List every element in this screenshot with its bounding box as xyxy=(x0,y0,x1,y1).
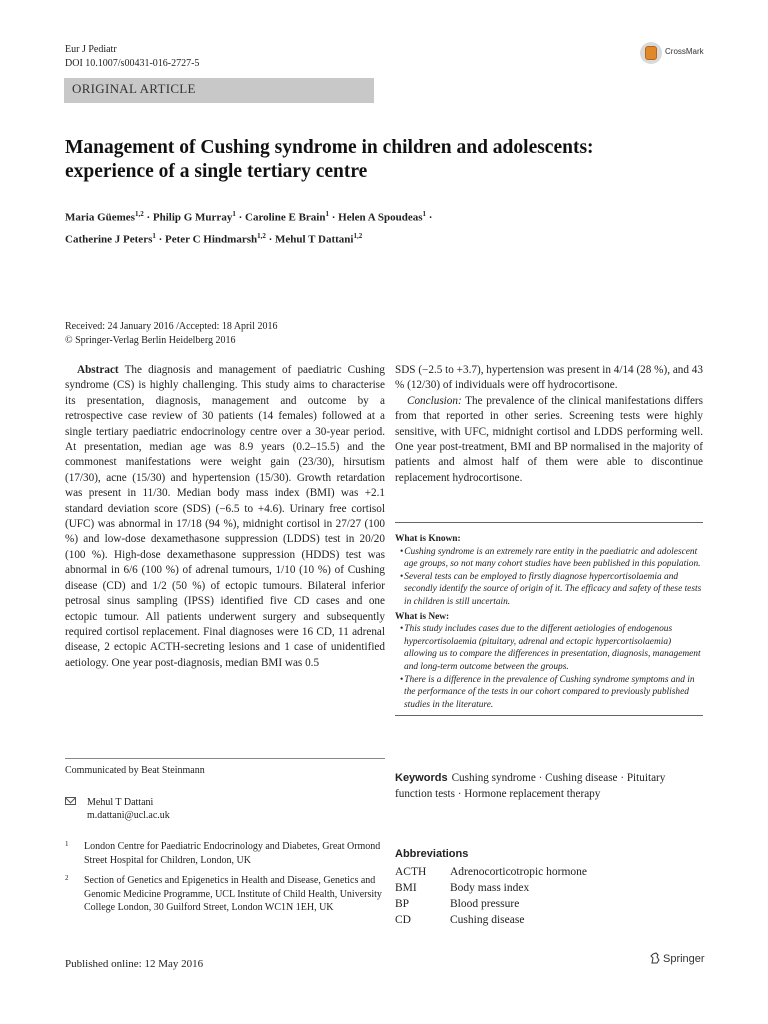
author-affil-sup: 1,2 xyxy=(134,210,144,218)
affiliation-2 xyxy=(65,874,385,930)
known-new-box xyxy=(395,522,703,716)
author-name[interactable]: Catherine J Peters xyxy=(65,233,153,246)
affiliation-number: 1 xyxy=(65,840,69,848)
abbreviation-definition: Adrenocorticotropic hormone xyxy=(450,866,587,878)
abstract-label: Abstract xyxy=(77,364,119,376)
crossmark-icon xyxy=(640,42,662,64)
doi[interactable]: DOI 10.1007/s00431-016-2727-5 xyxy=(65,58,200,69)
abbreviations-title: Abbreviations xyxy=(395,848,469,860)
known-title: What is Known: xyxy=(395,534,461,544)
keywords xyxy=(395,770,705,802)
abbreviation-code: CD xyxy=(395,914,411,926)
author-line-1: Maria Güemes$^{1,2}$ · Philip G Murray$^1$ · Caroline E Brain$^1$ · Helen A Spoudeas$^1$ · xyxy=(65,210,433,224)
corresponding-author: Mehul T Dattani xyxy=(87,797,154,808)
communicated-by: Communicated by Beat Steinmann xyxy=(65,758,385,776)
article-type-banner: ORIGINAL ARTICLE xyxy=(64,78,374,103)
affiliation-number: 2 xyxy=(65,874,69,882)
author-affil-sup: 1,2 xyxy=(353,231,363,240)
abbreviation-definition: Blood pressure xyxy=(450,898,520,910)
springer-horse-icon xyxy=(650,952,660,964)
journal-header xyxy=(65,43,199,71)
author-name[interactable]: Helen A Spoudeas xyxy=(338,211,423,224)
springer-logo xyxy=(650,952,705,965)
abstract-left-column xyxy=(65,363,385,671)
author-affil-sup: 1 xyxy=(325,210,329,218)
title-line-2: experience of a single tertiary centre xyxy=(65,161,368,182)
abstract-right-column xyxy=(395,363,703,486)
copyright: © Springer-Verlag Berlin Heidelberg 2016 xyxy=(65,335,236,346)
author-list xyxy=(65,205,705,248)
title-line-1: Management of Cushing syndrome in children and adolescents: xyxy=(65,137,594,158)
journal-name: Eur J Pediatr xyxy=(65,44,117,55)
received-dates xyxy=(65,320,385,348)
envelope-icon xyxy=(65,797,76,805)
author-affil-sup: 1 xyxy=(232,210,236,218)
known-list xyxy=(395,546,703,609)
author-affil-sup: 1 xyxy=(422,210,427,218)
author-name[interactable]: Caroline E Brain xyxy=(245,211,326,224)
abbreviation-code: BP xyxy=(395,898,410,910)
crossmark-label: CrossMark xyxy=(665,47,704,56)
abbreviation-row xyxy=(395,912,705,928)
list-item: • Several tests can be employed to firstly diagnose hypercortisolaemia and secondly identify the source of origin of it. The efficacy and safety of these tests in children is still uncertain. xyxy=(395,571,703,609)
conclusion-label: Conclusion: xyxy=(407,394,462,407)
published-online: Published online: 12 May 2016 xyxy=(65,958,204,970)
list-item: • There is a difference in the prevalence of Cushing syndrome symptoms and in the performance of the tests in our cohort compared to previously published studies in the literature. xyxy=(395,674,703,712)
author-affil-sup: 1 xyxy=(152,231,156,240)
list-item: • This study includes cases due to the different aetiologies of endogenous hypercortisolaemia (pituitary, adrenal and ectopic hypercortisolaemia) allowing us to compare the differences in presentation, diagnosis, management and long-term outcome between the groups. xyxy=(395,623,703,673)
abbreviations-list xyxy=(395,864,705,928)
abstract-conclusion xyxy=(395,394,703,486)
keywords-text: Cushing syndrome · Cushing disease · Pituitary function tests · Hormone replacement therapy xyxy=(395,772,666,800)
author-affil-sup: 1,2 xyxy=(257,231,266,240)
abbreviation-row xyxy=(395,896,705,912)
abbreviation-definition: Cushing disease xyxy=(450,914,525,926)
abbreviation-row xyxy=(395,864,705,880)
abstract-continuation: SDS (−2.5 to +3.7), hypertension was present in 4/14 (28 %), and 43 % (12/30) of individuals were off hydrocortisone. xyxy=(395,364,703,392)
abbreviation-code: ACTH xyxy=(395,866,427,878)
author-name[interactable]: Peter C Hindmarsh xyxy=(165,233,258,246)
list-item: • Cushing syndrome is an extremely rare entity in the paediatric and adolescent age groups, so not many cohort studies have been published in this population. xyxy=(395,546,703,571)
new-title: What is New: xyxy=(395,611,450,622)
affiliation-1 xyxy=(65,840,385,870)
publisher-name: Springer xyxy=(663,953,705,965)
keywords-label: Keywords xyxy=(395,772,448,784)
author-name[interactable]: Mehul T Dattani xyxy=(275,233,354,246)
abstract-text: The diagnosis and management of paediatric Cushing syndrome (CS) is highly challenging. This study aims to characterise its presentation, diagnosis, management and outcome by a retrospective case review of 30 patients (14 females) followed at a single tertiary paediatric endocrinology centre over a 30-year period. At presentation, median age was 8.9 years (0.2–15.5) and the commonest manifestations were weight gain (23/30), hirsutism (17/30), acne (15/30) and hypertension (15/30). Growth retardation was present in 11/30. Median body mass index (BMI) was +2.1 standard deviation score (SDS) (−6.5 to +4.6). Urinary free cortisol (UFC) was abnormal in 17/18 (94 %), midnight cortisol in 27/27 (100 %) and low-dose dexamethasone suppression (LDDS) test in 20/20 (100 %). High-dose dexamethasone suppression (HDDS) test was abnormal in 6/6 (100 %) of adrenal tumours, 1/10 (10 %) of Cushing disease (CD) and 1/2 (50 %) of ectopic tumours. Bilateral inferior petrosal sinus sampling (IPSS) identified five CD cases and one ectopic tumour. All patients underwent surgery and subsequently required cortisol replacement. Final diagnoses were 16 CD, 11 adrenal disease, 2 ectopic ACTH-secreting lesions and 1 case of unidentified aetiology. One year post-diagnosis, median BMI was 0.5 xyxy=(65,364,385,669)
received-accepted: Received: 24 January 2016 /Accepted: 18 April 2016 xyxy=(65,321,278,332)
author-name[interactable]: Maria Güemes xyxy=(65,211,135,224)
crossmark-badge[interactable] xyxy=(640,42,710,68)
affiliation-text: London Centre for Paediatric Endocrinology and Diabetes, Great Ormond Street Hospital for Children, London, UK xyxy=(84,841,381,866)
email-link[interactable]: m.dattani@ucl.ac.uk xyxy=(87,810,170,821)
abbreviation-definition: Body mass index xyxy=(450,882,530,894)
abbreviation-code: BMI xyxy=(395,882,417,894)
affiliation-text: Section of Genetics and Epigenetics in Health and Disease, Genetics and Genomic Medicine Programme, UCL Institute of Child Health, University College London, 30 Guilford Street, London WC1N 1EH, UK xyxy=(84,875,382,913)
new-list xyxy=(395,623,703,711)
abbreviation-row xyxy=(395,880,705,896)
author-name[interactable]: Philip G Murray xyxy=(152,211,233,224)
conclusion-text: The prevalence of the clinical manifestations differs from that reported in other series. Screening tests were highly sensitive, with UFC, midnight cortisol and LDDS performing well. One year post-treatment, BMI and BP normalised in the majority of patients and almost half of them were able to discontinue replacement hydrocortisone. xyxy=(395,394,703,484)
author-line-2: Catherine J Peters$^1$ · Peter C Hindmarsh$^{1,2}$ · Mehul T Dattani$^{1,2}$ xyxy=(65,231,363,246)
article-title xyxy=(65,136,705,184)
